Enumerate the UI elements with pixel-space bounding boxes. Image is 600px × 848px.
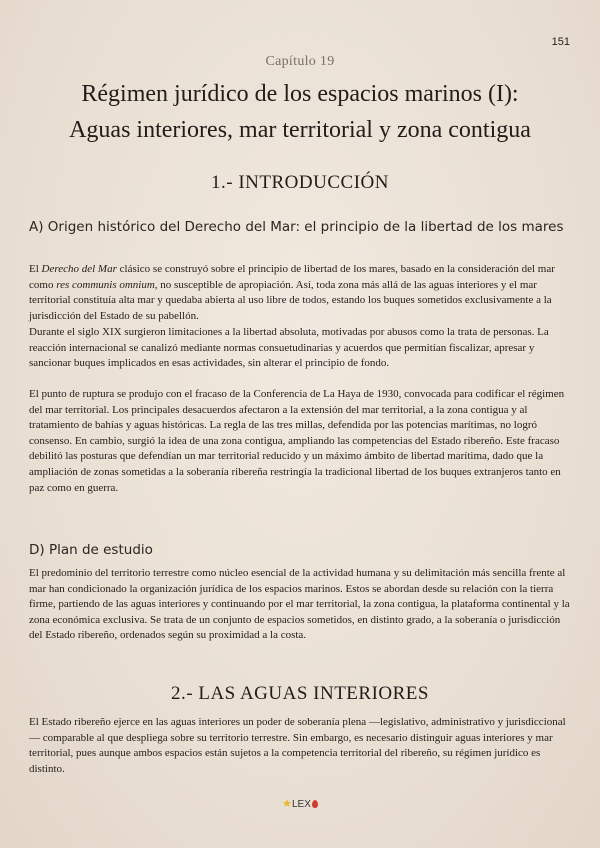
p1-em-derecho-del-mar: Derecho del Mar [41, 263, 117, 275]
star-icon: ★ [282, 798, 292, 810]
footer-logo [0, 797, 600, 810]
paragraph-1 [29, 262, 574, 324]
drop-icon [312, 800, 318, 808]
p1-pre: El [29, 263, 42, 275]
section-2-heading: 2.- LAS AGUAS INTERIORES [171, 683, 429, 704]
p1-post: , no susceptible de apropiación. Así, toda zona más allá de las aguas interiores y el mar territorial constituía alta mar y quedaba abierta al uso libre de todos, estando los buques sometidos exclusivamente a la jurisdicción del Estado de su pabellón. [29, 278, 552, 322]
p1-em-res-communis: res communis omnium [56, 278, 155, 291]
paragraph-4: El predominio del territorio terrestre como núcleo esencial de la actividad humana y su delimitación más sencilla frente al mar han condicionado la organización jurídica de los espacios marinos. Estos se abordan desde su relación con la tierra firme, partiendo de las aguas interiores y continuando por el mar territorial, la zona contigua, la plataforma continental y la zona económica exclusiva. Se trata de un conjunto de espacios sometidos, en distinto grado, a la soberanía o jurisdicción del Estado ribereño, ordenados según su proximidad a la costa. [29, 567, 570, 642]
p1-mid: clásico se construyó sobre el principio de libertad de los mares, basado en la consideración del mar como [29, 263, 555, 291]
paragraph-3: El punto de ruptura se produjo con el fracaso de la Conferencia de La Haya de 1930, convocada para codificar el régimen del mar territorial. Los principales desacuerdos afectaron a la extensión del mar territorial, a la zona contigua y al tratamiento de bahías y aguas históricas. La regla de las tres millas, defendida por las potencias marítimas, no logró consenso. En cambio, surgió la idea de una zona contigua, ampliando las competencias del Estado ribereño. Este fracaso debilitó las posturas que defendían un mar territorial reducido y un máximo ámbito de libertad marítima, dado que la ampliación de zonas sometidas a la soberanía ribereña restringía la tradicional libertad de los buques extranjeros tanto en paz como en guerra. [29, 388, 565, 494]
section-1-heading: 1.- INTRODUCCIÓN [211, 172, 389, 193]
subsection-a-heading: A) Origen histórico del Derecho del Mar: el principio de la libertad de los mares [29, 219, 564, 235]
subsection-d-heading: D) Plan de estudio [29, 542, 153, 558]
chapter-label: Capítulo 19 [265, 54, 335, 69]
paragraph-2: Durante el siglo XIX surgieron limitaciones a la libertad absoluta, motivadas por abusos como la trata de personas. La reacción internacional se canalizó mediante normas consuetudinarias y acuerdos que permitían fiscalizar, apresar y sancionar buques implicados en esas actividades, sin alterar el principio de fondo. [29, 326, 549, 370]
paragraph-5: El Estado ribereño ejerce en las aguas interiores un poder de soberanía plena —legislativo, administrativo y jurisdiccional— comparable al que despliega sobre su territorio terrestre. Sin embargo, es necesario distinguir aguas interiores y mar territorial, pues aunque ambos espacios están sujetos a la competencia territorial del ribereño, su régimen jurídico es distinto. [29, 716, 566, 775]
footer-brand: LEX [291, 799, 311, 810]
title-line-1: Régimen jurídico de los espacios marinos (I): [81, 81, 519, 107]
page-number: 151 [551, 36, 570, 48]
chapter-title [0, 76, 600, 148]
title-line-2: Aguas interiores, mar territorial y zona contigua [69, 117, 531, 143]
